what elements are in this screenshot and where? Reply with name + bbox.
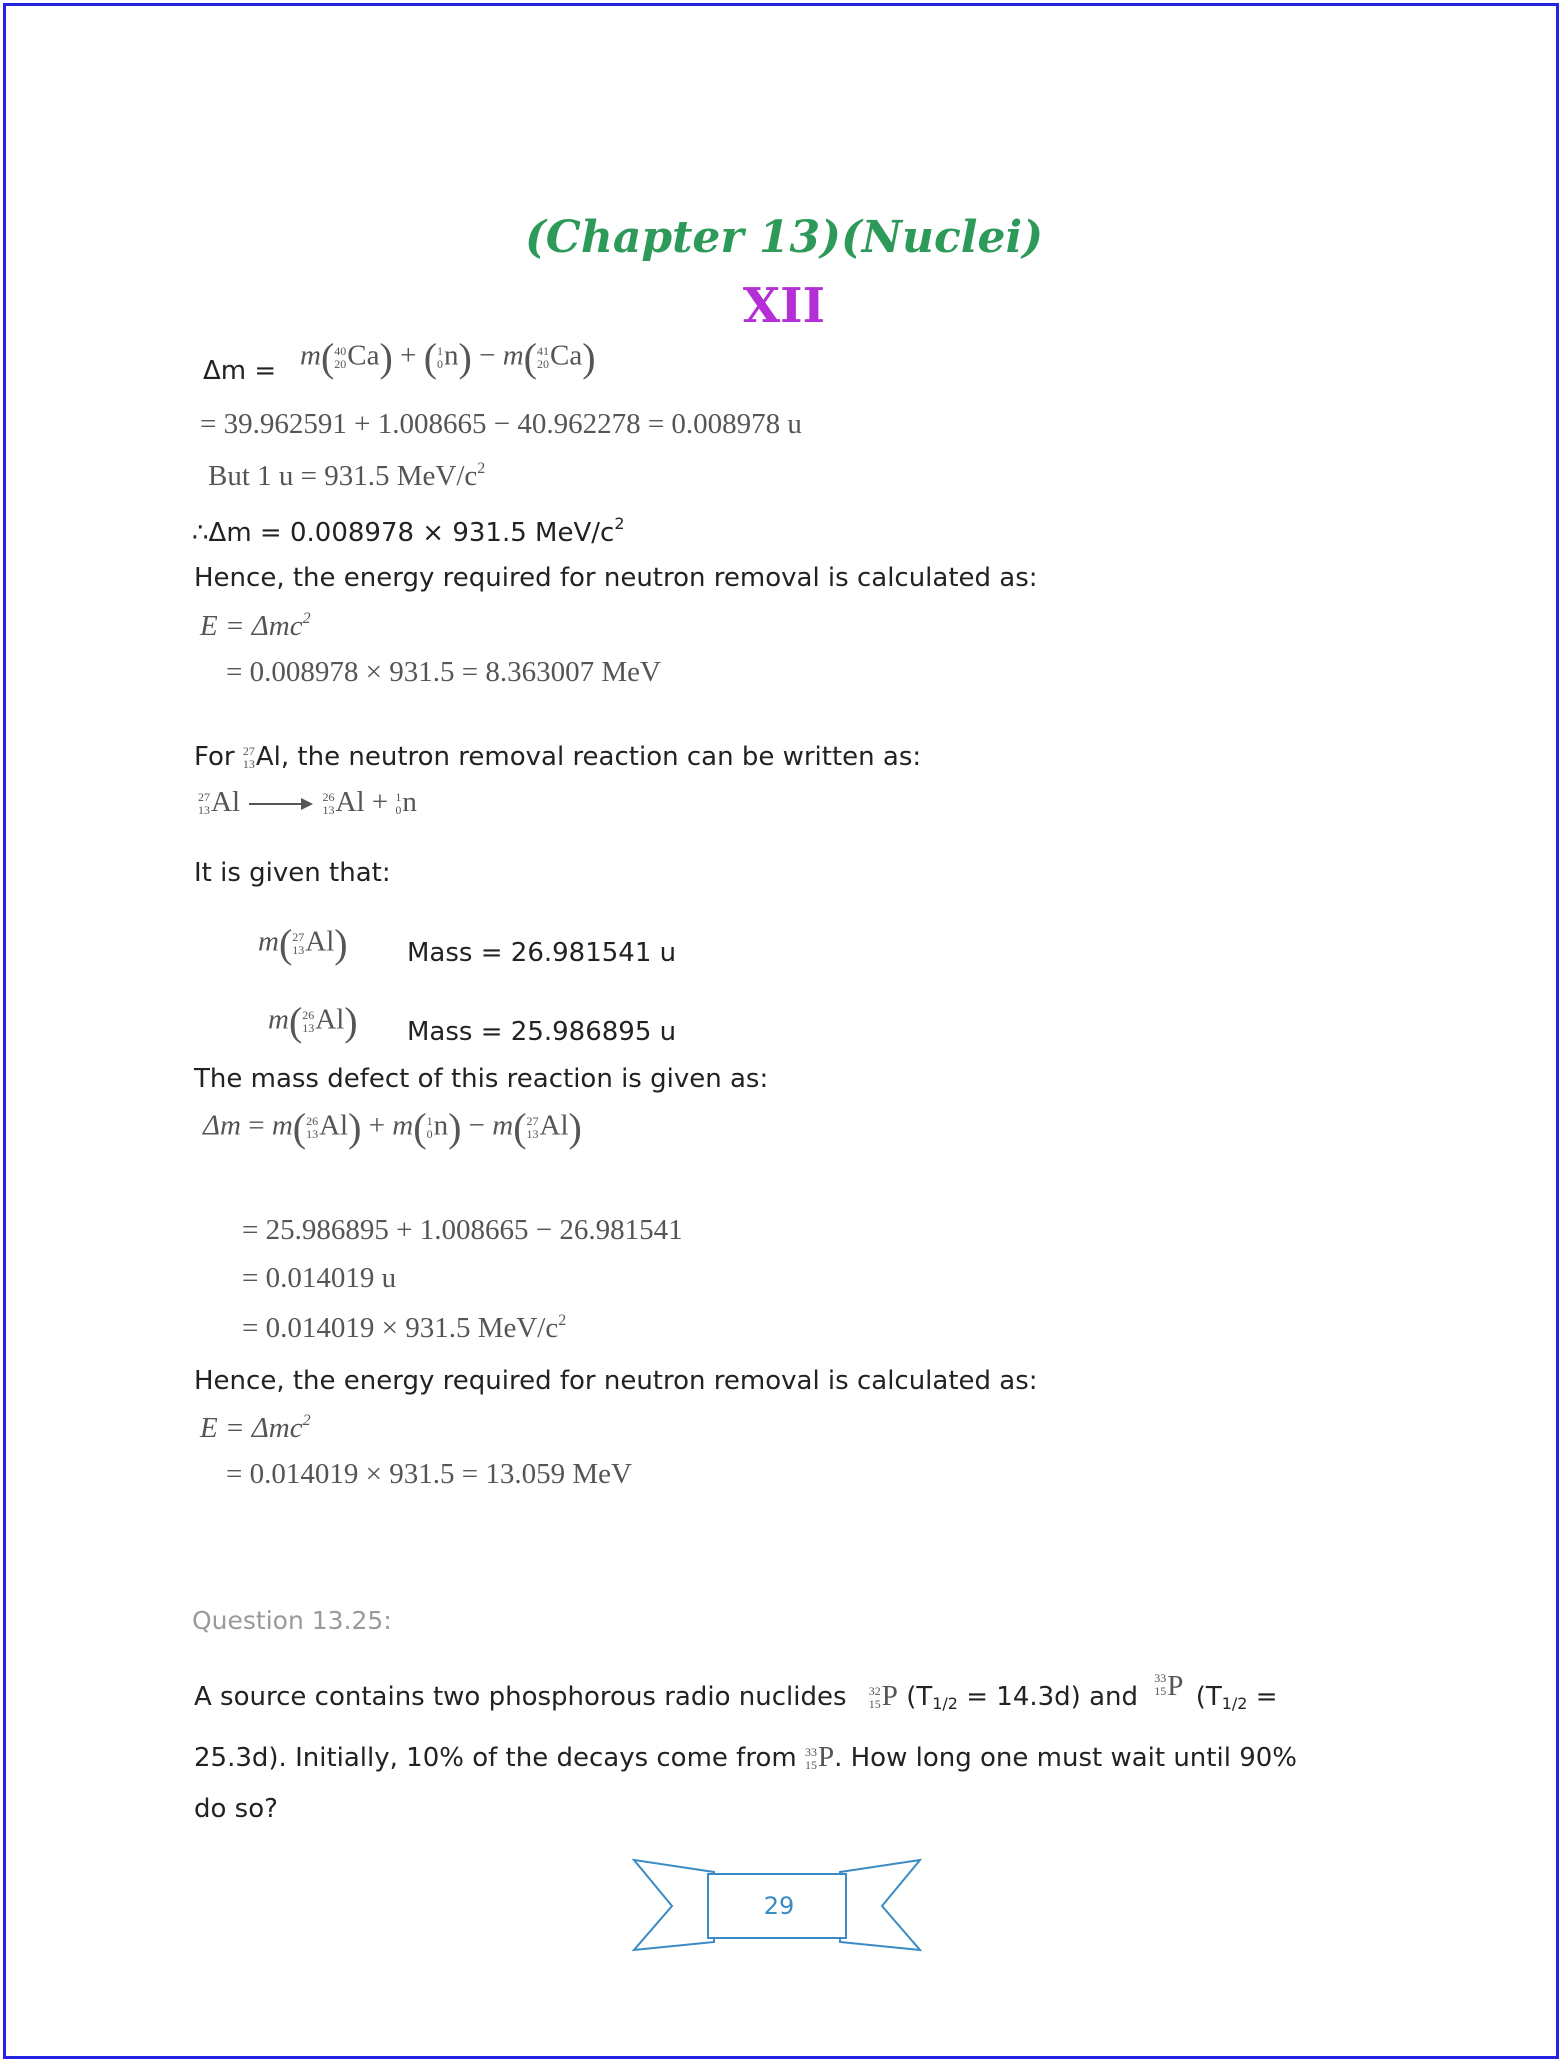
energy-intro-ca: Hence, the energy required for neutron removal is calculated as:: [194, 563, 1038, 593]
defect-line-3: = 0.014019 × 931.5 MeV/$c^2$: [242, 1312, 567, 1344]
question-line-1: A source contains two phosphorous radio nuclides 32 15 P $(T_{1/2} = 14.3d)$ and 33 15 P ($T_{1/2}$ =: [194, 1670, 1278, 1713]
al-intro-line: For 27 13 Al, the neutron removal reaction can be written as:: [194, 742, 922, 772]
energy-result-ca: = 0.008978 × 931.5 = 8.363007 MeV: [226, 656, 661, 688]
al-reaction-equation: 27 13 Al 26 13 Al + 1 0 n: [198, 786, 417, 818]
mass-defect-expression-al: Δm = m( 26 13 Al) + m( 1 0 n) − m( 27 13 Al): [203, 1105, 582, 1150]
defect-line-1: = 25.986895 + 1.008665 − 26.981541: [242, 1214, 683, 1246]
mass-al26-symbol: m( 26 13 Al): [268, 999, 358, 1044]
question-label: Question 13.25:: [192, 1606, 392, 1635]
question-line-3: do so?: [194, 1794, 278, 1824]
class-label: XII: [742, 278, 826, 334]
defect-line-2: = 0.014019 u: [242, 1262, 397, 1294]
energy-result-al: = 0.014019 × 931.5 = 13.059 MeV: [226, 1458, 632, 1490]
question-line-2: 25.3d). Initially, 10% of the decays come from 33 15 P. How long one must wait until 90%: [194, 1741, 1297, 1773]
mass-al26-value: Mass = 25.986895 u: [407, 1017, 677, 1047]
page-number: 29: [763, 1892, 795, 1920]
unit-conversion-line: But 1 u = 931.5 MeV/$c^2$: [208, 460, 486, 492]
delta-m-label: Δm =: [203, 356, 277, 386]
energy-formula-ca: E = Δmc$^2$: [200, 610, 311, 642]
energy-intro-al: Hence, the energy required for neutron removal is calculated as:: [194, 1366, 1038, 1396]
mass-al27-value: Mass = 26.981541 u: [407, 938, 677, 968]
mass-defect-expression-ca: m( 40 20 Ca) + ( 1 0 n) − m( 41 20 Ca): [300, 335, 596, 380]
therefore-line: ∴Δm = 0.008978 × 931.5 MeV/$c^2$: [192, 514, 625, 548]
chapter-title: (Chapter 13)(Nuclei): [524, 212, 1044, 263]
ca-sum-line: = 39.962591 + 1.008665 − 40.962278 = 0.008978 u: [200, 408, 802, 440]
energy-formula-al: E = Δmc$^2$: [200, 1412, 311, 1444]
reaction-arrow-icon: [247, 794, 315, 814]
defect-intro: The mass defect of this reaction is given as:: [194, 1064, 769, 1094]
mass-al27-symbol: m( 27 13 Al): [258, 921, 348, 966]
given-line: It is given that:: [194, 858, 391, 888]
